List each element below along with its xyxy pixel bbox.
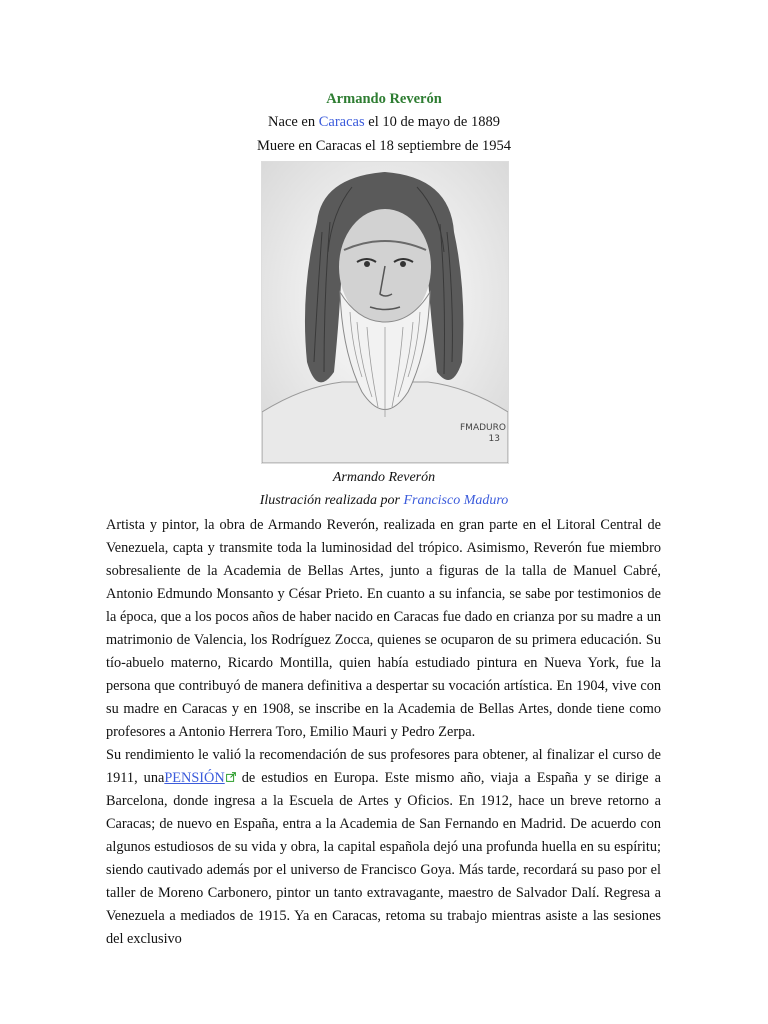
- caracas-link[interactable]: Caracas: [318, 114, 365, 130]
- francisco-maduro-link[interactable]: Francisco Maduro: [403, 493, 509, 508]
- birth-prefix: Nace en: [268, 114, 319, 130]
- biography-text: [106, 514, 661, 951]
- paragraph-2-suffix: de estudios en Europa. Este mismo año, viaja a España y se dirige a Barcelona, donde ingresa a la Escuela de Artes y Oficios. En 1912, hace un breve retorno a Caracas; de nuevo en España, entra a la Academia de San Fernando en Madrid. De acuerdo con algunos estudiosos de su vida y obra, la capital española dejó una profunda huella en su espíritu; siendo cautivado además por el universo de Francisco Goya. Más tarde, recordará su paso por el taller de Moreno Carbonero, pintor un tanto extravagante, maestro de Salvador Dalí. Regresa a Venezuela a mediados de 1915. Ya en Caracas, retoma su trabajo mientras asiste a las sesiones del exclusivo: [106, 770, 661, 947]
- external-link-icon[interactable]: [226, 772, 236, 782]
- paragraph-2-prefix: Su rendimiento le valió la recomendación de sus profesores para obtener, al finalizar el curso de 1911, una: [106, 747, 661, 786]
- portrait-illustration: [261, 161, 509, 464]
- portrait-caption-credit: [0, 493, 768, 509]
- portrait-caption-name: Armando Reverón: [332, 470, 436, 485]
- birth-suffix: el 10 de mayo de 1889: [364, 114, 500, 130]
- birth-line: [0, 114, 768, 131]
- paragraph-2: [106, 744, 661, 951]
- credit-prefix: Ilustración realizada por: [259, 493, 404, 508]
- death-line: Muere en Caracas el 18 septiembre de 1954: [256, 138, 512, 154]
- portrait-signature: FMADURO 13: [460, 423, 506, 444]
- pension-link[interactable]: PENSIÓN: [164, 770, 225, 786]
- page-title: Armando Reverón: [326, 91, 442, 107]
- paragraph-1: Artista y pintor, la obra de Armando Reverón, realizada en gran parte en el Litoral Central de Venezuela, capta y transmite toda la luminosidad del trópico. Asimismo, Reverón fue miembro sobresaliente de la Academia de Bellas Artes, junto a figuras de la talla de Manuel Cabré, Antonio Edmundo Monsanto y César Prieto. En cuanto a su infancia, se sabe por testimonios de la época, que a los pocos años de haber nacido en Caracas fue dado en crianza por su madre a un matrimonio de Valencia, los Rodríguez Zocca, quienes se ocuparon de su primera educación. Su tío-abuelo materno, Ricardo Montilla, quien había estudiado pintura en Nueva York, fue la persona que contribuyó de manera definitiva a despertar su vocación artística. En 1904, vive con su madre en Caracas y en 1908, se inscribe en la Academia de Bellas Artes, donde tiene como profesores a Antonio Herrera Toro, Emilio Mauri y Pedro Zerpa.: [106, 517, 661, 740]
